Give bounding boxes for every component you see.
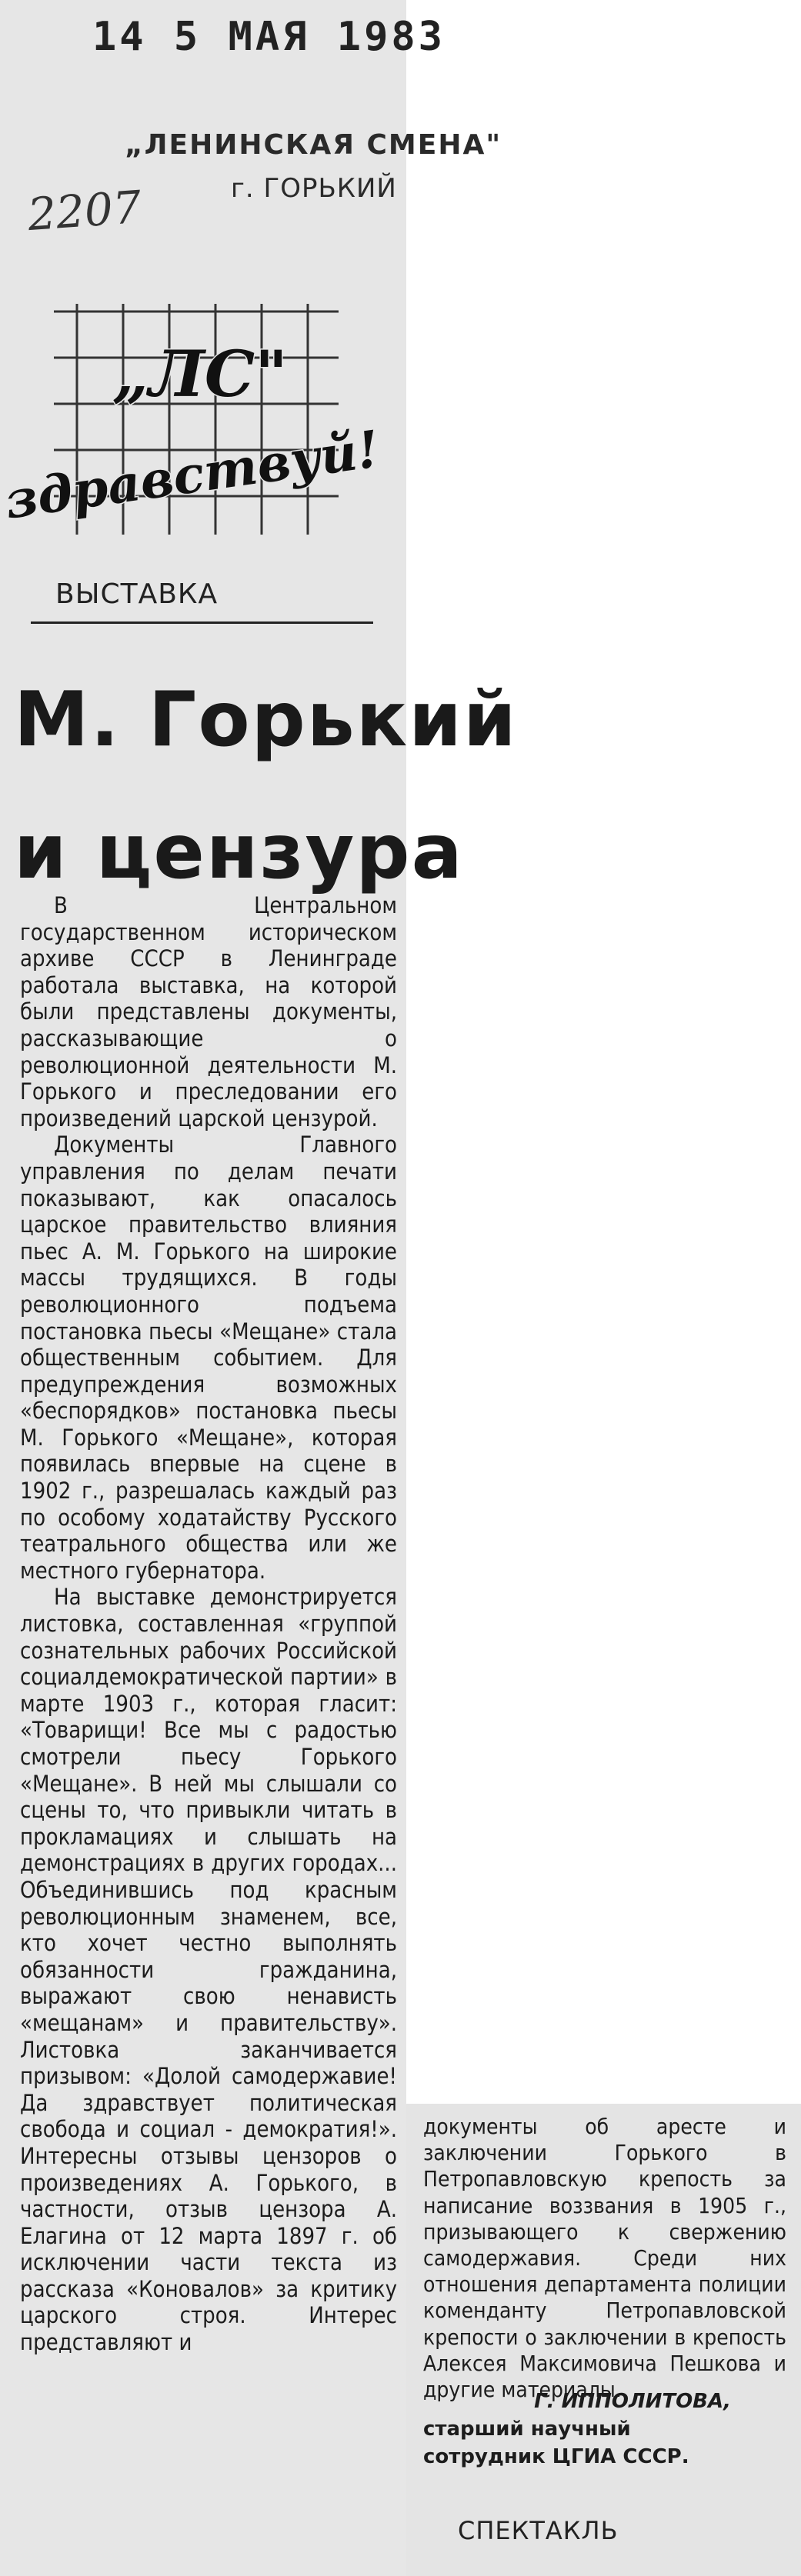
article-continuation bbox=[423, 2114, 786, 2403]
city-stamp: г. ГОРЬКИЙ bbox=[231, 173, 397, 204]
article-paragraph: В Центральном государственном историческом архиве СССР в Ленинграде работала выставка, на которой были представлены документы, рассказывающие о революционной деятельности М. Горького и преследовании его произведений царской цензурой. bbox=[20, 892, 397, 1131]
author-position: старший научный сотрудник ЦГИА СССР. bbox=[423, 2418, 689, 2468]
ls-greeting-logo bbox=[1, 304, 383, 550]
date-stamp: 14 5 МАЯ 1983 bbox=[92, 14, 446, 60]
article-headline bbox=[14, 654, 518, 918]
next-section-rubric: СПЕКТАКЛЬ bbox=[458, 2516, 619, 2545]
article-body bbox=[20, 892, 397, 2356]
headline-line-1: М. Горький bbox=[14, 676, 518, 764]
rubric-divider bbox=[31, 622, 373, 624]
author-signature bbox=[423, 2388, 731, 2471]
section-rubric: ВЫСТАВКА bbox=[55, 578, 219, 610]
article-paragraph: Документы Главного управления по делам печати показывают, как опасалось царское правительство влияния пьес А. М. Горького на широкие массы трудящихся. В годы революционного подъема постановка пьесы «Мещане» стала общественным событием. Для предупреждения возможных «беспорядков» постановка пьесы М. Горького «Мещане», которая появилась впервые на сцене в 1902 г., разрешалась каждый раз по особому ходатайству Русского театрального общества или же местного губернатора. bbox=[20, 1131, 397, 1584]
handwritten-archive-number: 2207 bbox=[25, 180, 143, 242]
author-name: Г. ИППОЛИТОВА, bbox=[534, 2390, 731, 2413]
continuation-paragraph: документы об аресте и заключении Горького в Петропавловскую крепость за написание воззвания в 1905 г., призывающего к свержению самодержавия. Среди них отношения департамента полиции коменданту Петропавловской крепости о заключении в крепость Алексея Максимовича Пешкова и другие материалы. bbox=[423, 2114, 786, 2403]
headline-line-2: и цензура bbox=[14, 808, 464, 896]
logo-greeting-text: здравствуй! bbox=[1, 418, 383, 531]
newspaper-stamp: „ЛЕНИНСКАЯ СМЕНА" bbox=[125, 129, 502, 161]
article-paragraph: На выставке демонстрируется листовка, составленная «группой сознательных рабочих Российской социалдемократической партии» в марте 1903 г., которая гласит: «Товарищи! Все мы с радостью смотрели пьесу Горького «Мещане». В ней мы слышали со сцены то, что привыкли читать в прокламациях и слышать на демонстрациях в других городах... Объединившись под красным революционным знаменем, все, кто хочет честно выполнять обязанности гражданина, выражают свою ненависть «мещанам» и правительству». Листовка заканчивается призывом: «Долой самодержавие! Да здравствует политическая свобода и социал - демократия!». Интересны отзывы цензоров о произведениях А. Горького, в частности, отзыв цензора А. Елагина от 12 марта 1897 г. об исключении части текста из рассказа «Коновалов» за критику царского строя. Интерес представляют и bbox=[20, 1584, 397, 2356]
logo-ls-text: „ЛС" bbox=[112, 338, 288, 412]
